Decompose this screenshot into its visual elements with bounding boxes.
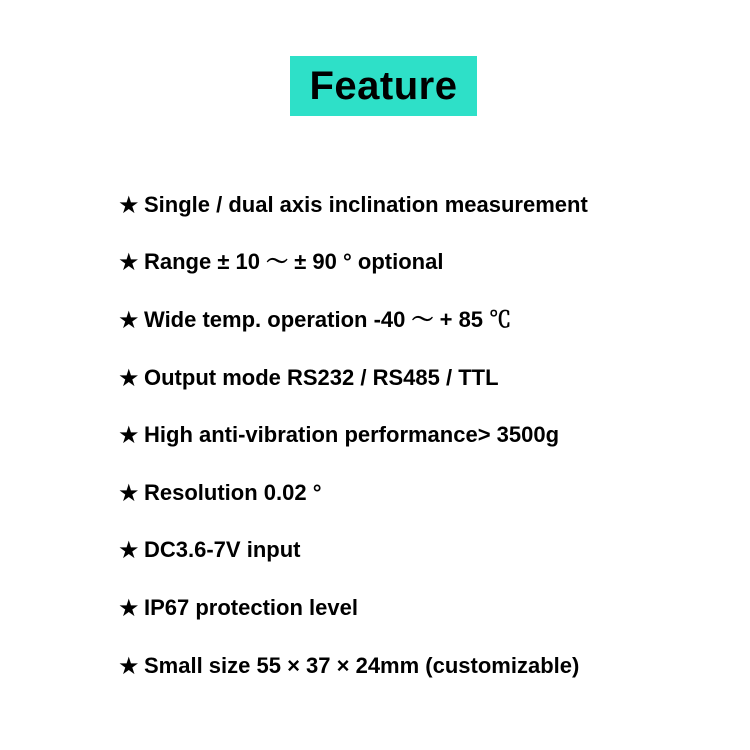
- feature-text: Output mode RS232 / RS485 / TTL: [144, 364, 499, 390]
- feature-item-output-mode: [118, 349, 588, 407]
- star-icon: ★: [118, 593, 140, 622]
- feature-text: Small size 55 × 37 × 24mm (customizable): [144, 652, 580, 678]
- feature-item-input: [118, 522, 588, 580]
- star-icon: ★: [118, 651, 140, 680]
- feature-list: [118, 176, 588, 694]
- feature-text: Resolution 0.02 °: [144, 479, 322, 505]
- feature-item-size: [118, 637, 588, 695]
- star-icon: ★: [118, 248, 140, 277]
- star-icon: ★: [118, 363, 140, 392]
- feature-text: Wide temp. operation -40 ～ + 85 ℃: [144, 306, 512, 332]
- star-icon: ★: [118, 536, 140, 565]
- star-icon: ★: [118, 421, 140, 450]
- feature-text: IP67 protection level: [144, 594, 358, 620]
- feature-item-range: [118, 234, 588, 292]
- page-title: Feature: [309, 64, 458, 108]
- feature-item-protection: [118, 579, 588, 637]
- feature-text: High anti-vibration performance> 3500g: [144, 422, 560, 448]
- feature-item-anti-vibration: [118, 406, 588, 464]
- feature-text: Range ± 10 ～ ± 90 ° optional: [144, 249, 444, 275]
- feature-item-temperature: [118, 291, 588, 349]
- feature-text: Single / dual axis inclination measurement: [144, 191, 588, 217]
- feature-heading-box: [290, 56, 477, 116]
- feature-item-resolution: [118, 464, 588, 522]
- star-icon: ★: [118, 478, 140, 507]
- feature-text: DC3.6-7V input: [144, 537, 301, 563]
- feature-item-axis: [118, 176, 588, 234]
- star-icon: ★: [118, 305, 140, 334]
- star-icon: ★: [118, 190, 140, 219]
